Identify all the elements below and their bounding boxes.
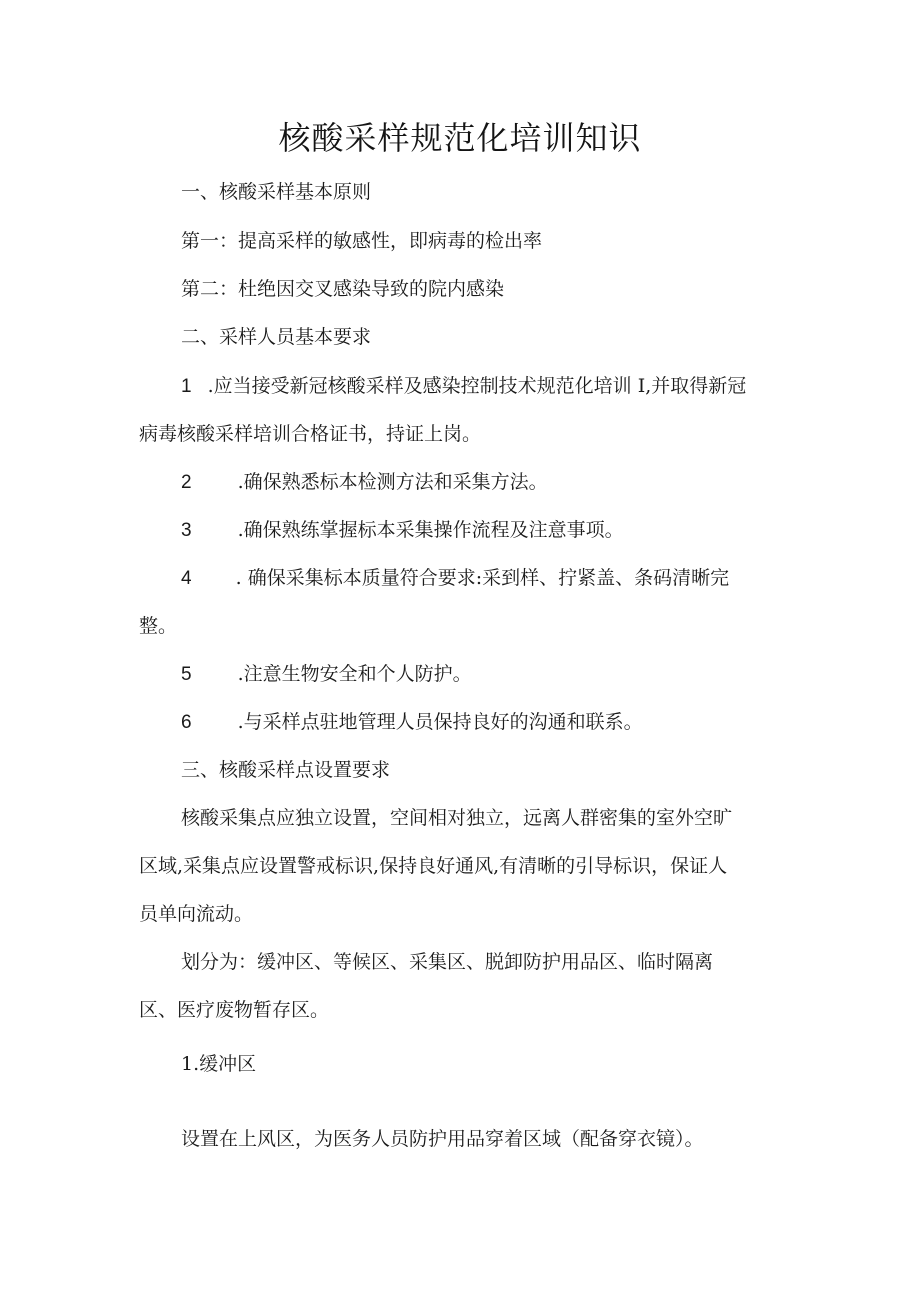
subheading-buffer-zone: 1.缓冲区 [181, 1053, 257, 1075]
section-heading-site-requirements: 三、核酸采样点设置要求 [181, 759, 391, 781]
requirement-item-6 [181, 708, 643, 737]
requirement-number: 5 [181, 664, 192, 685]
site-paragraph-2-line-1: 划分为：缓冲区、等候区、采集区、脱卸防护用品区、临时隔离 [181, 951, 714, 973]
requirement-item-4 [181, 564, 729, 593]
site-paragraph-2-line-2: 区、医疗废物暂存区。 [139, 999, 330, 1021]
requirement-item-3 [181, 516, 624, 545]
document-title: 核酸采样规范化培训知识 [278, 119, 642, 157]
section-heading-staff-requirements: 二、采样人员基本要求 [181, 326, 372, 348]
requirement-number: 1 [181, 376, 192, 397]
requirement-item-2 [181, 468, 548, 497]
requirement-number: 3 [181, 520, 192, 541]
site-paragraph-1-line-3: 员单向流动。 [139, 903, 254, 925]
buffer-zone-description: 设置在上风区，为医务人员防护用品穿着区域（配备穿衣镜）。 [181, 1128, 704, 1150]
site-paragraph-1-line-1: 核酸采集点应独立设置，空间相对独立，远离人群密集的室外空旷 [181, 807, 733, 829]
requirement-text: .注意生物安全和个人防护。 [237, 663, 472, 685]
requirement-item-1-continuation: 病毒核酸采样培训合格证书，持证上岗。 [139, 423, 482, 445]
requirement-text: .确保熟悉标本检测方法和采集方法。 [237, 471, 548, 493]
requirement-text: .与采样点驻地管理人员保持良好的沟通和联系。 [237, 711, 643, 733]
requirement-number: 2 [181, 472, 192, 493]
requirement-number: 6 [181, 712, 192, 733]
requirement-item-4-continuation: 整。 [139, 615, 178, 637]
requirement-item-5 [181, 660, 472, 689]
principle-item-1: 第一：提高采样的敏感性，即病毒的检出率 [181, 230, 543, 252]
section-heading-principles: 一、核酸采样基本原则 [181, 181, 372, 203]
requirement-text: . 确保采集标本质量符合要求:采到样、拧紧盖、条码清晰完 [235, 567, 730, 589]
requirement-number: 4 [181, 568, 192, 589]
requirement-item-1 [181, 372, 746, 401]
site-paragraph-1-line-2: 区域,采集点应设置警戒标识,保持良好通风,有清晰的引导标识，保证人 [139, 855, 728, 877]
principle-item-2: 第二：杜绝因交叉感染导致的院内感染 [181, 278, 505, 300]
requirement-text: .确保熟练掌握标本采集操作流程及注意事项。 [237, 519, 624, 541]
requirement-text: .应当接受新冠核酸采样及感染控制技术规范化培训 I,并取得新冠 [207, 375, 747, 397]
